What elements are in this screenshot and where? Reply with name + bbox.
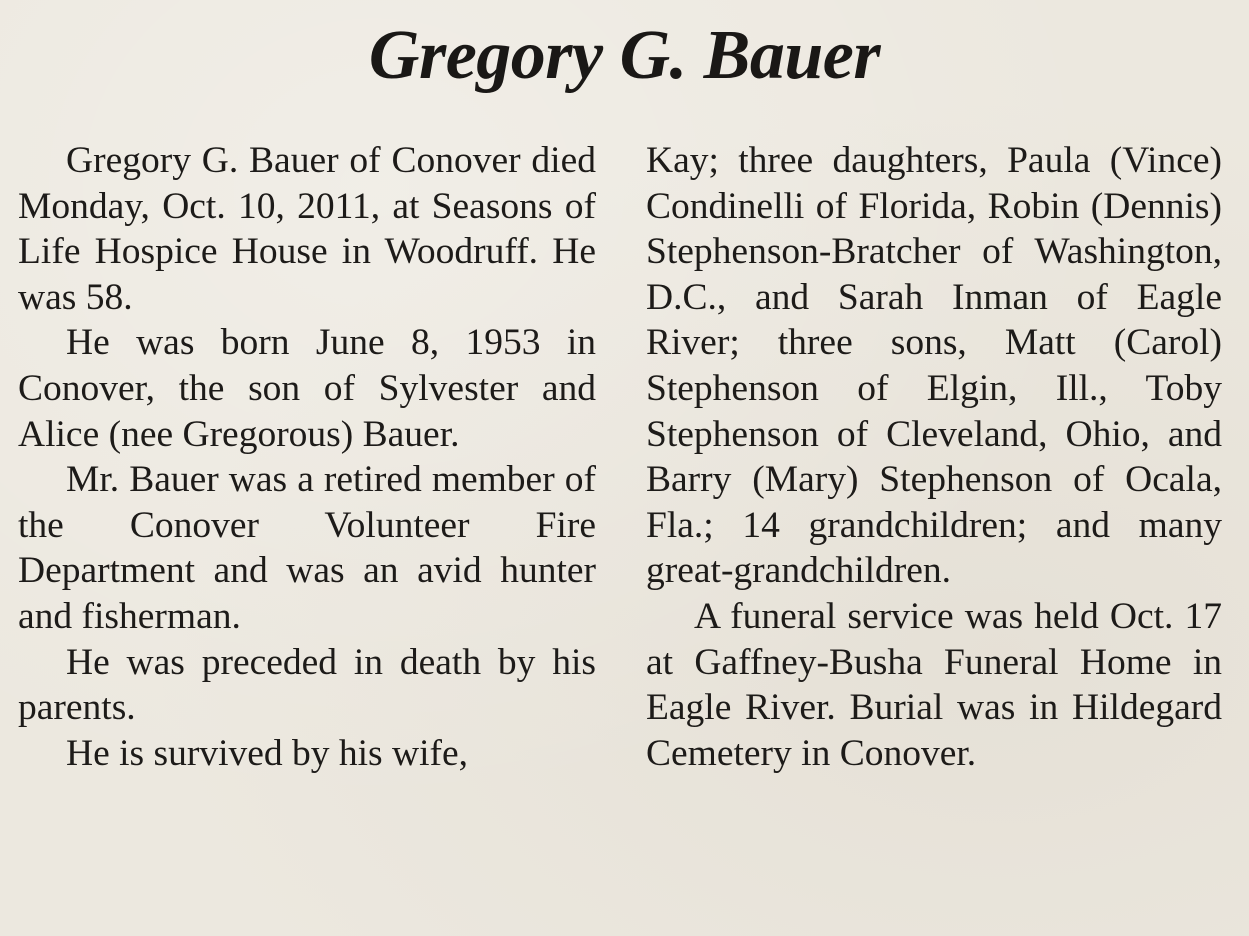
paragraph-funeral: A funeral service was held Oct. 17 at Gaffney-Busha Funeral Home in Eagle River. Burial was in Hildegard Cemetery in Conover. <box>646 595 1222 774</box>
paragraph-survived-start: He is survived by his wife, <box>66 732 469 774</box>
paragraph-death: Gregory G. Bauer of Conover died Monday, Oct. 10, 2011, at Seasons of Life Hospice House in Woodruff. He was 58. <box>18 140 596 318</box>
paragraph-preceded: He was preceded in death by his parents. <box>18 641 596 729</box>
right-column <box>646 138 1222 776</box>
paragraph-survivors: Kay; three daughters, Paula (Vince) Condinelli of Florida, Robin (Dennis) Stephenson-Bratcher of Washington, D.C., and Sarah Inman of Eagle River; three sons, Matt (Carol) Stephenson of Elgin, Ill., Toby Stephenson of Cleveland, Ohio, and Barry (Mary) Stephenson of Ocala, Fla.; 14 grandchildren; and many great-grandchildren. <box>646 140 1222 592</box>
paragraph-career: Mr. Bauer was a retired member of the Conover Volunteer Fire Department and was an avid hunter and fisherman. <box>18 459 596 637</box>
paragraph-birth: He was born June 8, 1953 in Conover, the son of Sylvester and Alice (nee Gregorous) Bauer. <box>18 322 596 455</box>
obituary-title: Gregory G. Bauer <box>368 17 881 94</box>
left-column <box>18 138 596 776</box>
